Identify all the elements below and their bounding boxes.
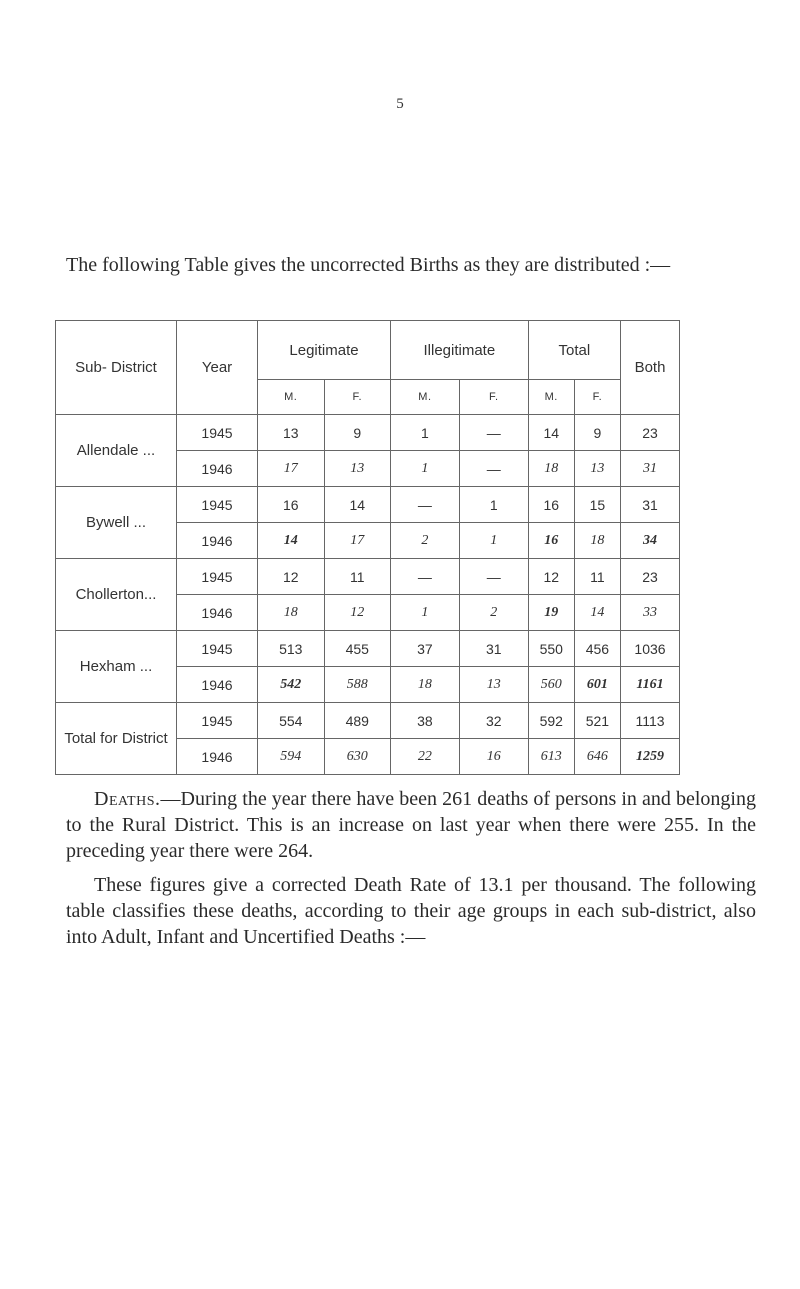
year-cell: 1945 [177, 703, 258, 739]
value-cell: 33 [621, 595, 680, 631]
value-cell: 12 [528, 559, 574, 595]
value-cell: 32 [459, 703, 528, 739]
value-cell: 2 [459, 595, 528, 631]
value-cell: 19 [528, 595, 574, 631]
value-cell: 594 [258, 739, 325, 775]
value-cell: — [459, 559, 528, 595]
value-cell: 1 [459, 523, 528, 559]
header-legitimate: Legitimate [258, 321, 391, 380]
year-cell: 1946 [177, 523, 258, 559]
year-cell: 1945 [177, 487, 258, 523]
value-cell: 31 [621, 451, 680, 487]
year-cell: 1946 [177, 739, 258, 775]
value-cell: 521 [574, 703, 620, 739]
value-cell: 31 [621, 487, 680, 523]
value-cell: 1036 [621, 631, 680, 667]
header-total-m: M. [528, 380, 574, 415]
year-cell: 1945 [177, 415, 258, 451]
value-cell: 17 [258, 451, 325, 487]
header-illegit-f: F. [459, 380, 528, 415]
value-cell: 14 [258, 523, 325, 559]
year-cell: 1946 [177, 595, 258, 631]
header-legit-m: M. [258, 380, 325, 415]
value-cell: 513 [258, 631, 325, 667]
value-cell: 13 [459, 667, 528, 703]
sub-district-bywell: Bywell ... [56, 487, 177, 559]
year-cell: 1946 [177, 667, 258, 703]
intro-paragraph: The following Table gives the uncorrected Births as they are distributed :— [66, 254, 671, 276]
value-cell: 1 [391, 415, 460, 451]
value-cell: 455 [324, 631, 391, 667]
table-row [56, 487, 680, 523]
value-cell: 601 [574, 667, 620, 703]
value-cell: 554 [258, 703, 325, 739]
value-cell: 630 [324, 739, 391, 775]
value-cell: — [459, 451, 528, 487]
deaths-paragraph-1 [66, 786, 756, 864]
value-cell: 18 [391, 667, 460, 703]
value-cell: 12 [258, 559, 325, 595]
header-total-f: F. [574, 380, 620, 415]
deaths-text-1: —During the year there have been 261 deaths of persons in and belonging to the Rural District. This is an increase on last year when there were 255. In the preceding year there were 264. [66, 788, 756, 862]
value-cell: 22 [391, 739, 460, 775]
value-cell: 2 [391, 523, 460, 559]
value-cell: 17 [324, 523, 391, 559]
value-cell: — [391, 559, 460, 595]
value-cell: 1 [391, 451, 460, 487]
header-illegitimate: Illegitimate [391, 321, 529, 380]
value-cell: 18 [528, 451, 574, 487]
value-cell: 592 [528, 703, 574, 739]
header-sub-district: Sub- District [56, 321, 177, 415]
value-cell: 613 [528, 739, 574, 775]
table-row [56, 415, 680, 451]
value-cell: 489 [324, 703, 391, 739]
header-year: Year [177, 321, 258, 415]
value-cell: 34 [621, 523, 680, 559]
value-cell: 16 [528, 487, 574, 523]
value-cell: 1 [391, 595, 460, 631]
value-cell: 16 [528, 523, 574, 559]
sub-district-total: Total for District [56, 703, 177, 775]
sub-district-chollerton: Chollerton... [56, 559, 177, 631]
value-cell: 11 [574, 559, 620, 595]
births-table [55, 320, 680, 775]
value-cell: — [391, 487, 460, 523]
year-cell: 1945 [177, 631, 258, 667]
value-cell: 646 [574, 739, 620, 775]
sub-district-allendale: Allendale ... [56, 415, 177, 487]
deaths-section [66, 786, 756, 958]
value-cell: 13 [258, 415, 325, 451]
table-row [56, 631, 680, 667]
value-cell: 1161 [621, 667, 680, 703]
value-cell: 23 [621, 559, 680, 595]
value-cell: 560 [528, 667, 574, 703]
page-number: 5 [396, 96, 404, 112]
value-cell: 38 [391, 703, 460, 739]
value-cell: 14 [574, 595, 620, 631]
value-cell: 15 [574, 487, 620, 523]
deaths-paragraph-2: These figures give a corrected Death Rate of 13.1 per thousand. The following table classifies these deaths, according to their age groups in each sub-district, also into Adult, Infant and Uncertified Deaths :— [66, 874, 756, 948]
sub-district-hexham: Hexham ... [56, 631, 177, 703]
value-cell: 588 [324, 667, 391, 703]
value-cell: 31 [459, 631, 528, 667]
header-illegit-m: M. [391, 380, 460, 415]
value-cell: 12 [324, 595, 391, 631]
value-cell: 542 [258, 667, 325, 703]
value-cell: 13 [574, 451, 620, 487]
value-cell: 18 [258, 595, 325, 631]
value-cell: 13 [324, 451, 391, 487]
table-row [56, 703, 680, 739]
value-cell: 37 [391, 631, 460, 667]
header-total: Total [528, 321, 620, 380]
value-cell: 16 [258, 487, 325, 523]
value-cell: 16 [459, 739, 528, 775]
value-cell: 1259 [621, 739, 680, 775]
value-cell: 11 [324, 559, 391, 595]
value-cell: 18 [574, 523, 620, 559]
value-cell: 1 [459, 487, 528, 523]
value-cell: 9 [574, 415, 620, 451]
value-cell: 9 [324, 415, 391, 451]
year-cell: 1945 [177, 559, 258, 595]
value-cell: 550 [528, 631, 574, 667]
value-cell: 23 [621, 415, 680, 451]
header-legit-f: F. [324, 380, 391, 415]
table-row [56, 559, 680, 595]
year-cell: 1946 [177, 451, 258, 487]
deaths-heading: Deaths. [94, 788, 161, 810]
value-cell: 456 [574, 631, 620, 667]
value-cell: 14 [324, 487, 391, 523]
value-cell: 14 [528, 415, 574, 451]
value-cell: — [459, 415, 528, 451]
header-both: Both [621, 321, 680, 415]
value-cell: 1113 [621, 703, 680, 739]
